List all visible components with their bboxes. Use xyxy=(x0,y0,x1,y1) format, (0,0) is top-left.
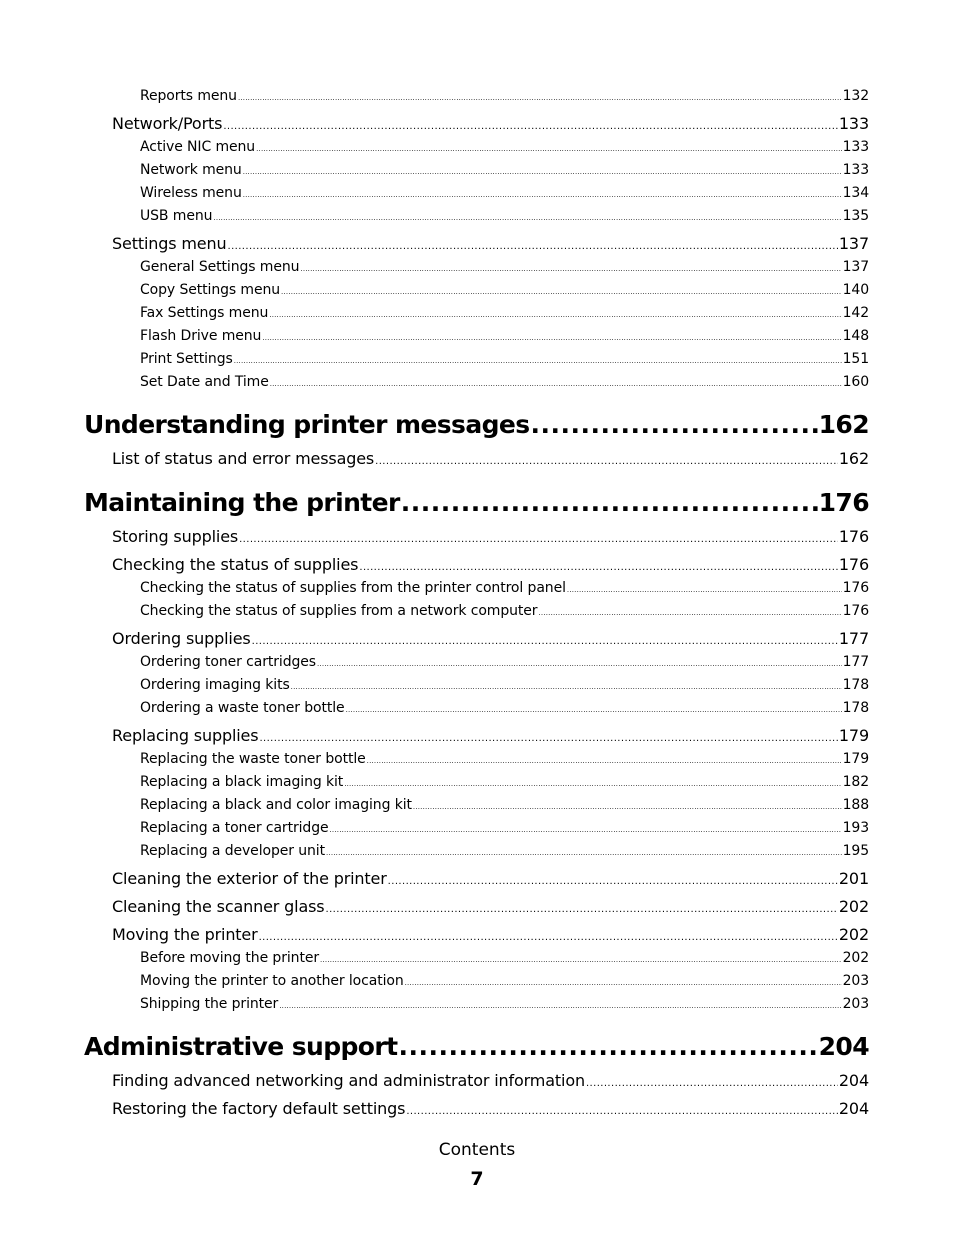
toc-entry-title: Moving the printer xyxy=(112,925,258,944)
dot-leader xyxy=(262,334,841,342)
dot-leader xyxy=(330,826,842,834)
toc-entry[interactable] xyxy=(112,629,869,648)
toc-entry[interactable] xyxy=(140,139,869,155)
toc-entry-page: 176 xyxy=(838,555,869,574)
dot-leader xyxy=(213,214,841,222)
toc-chapter-entry[interactable] xyxy=(84,488,869,517)
toc-entry[interactable] xyxy=(112,449,869,468)
toc-entry[interactable] xyxy=(140,580,869,596)
dot-leader xyxy=(256,145,841,153)
toc-entry-page: 137 xyxy=(842,259,869,275)
toc-entry-page: 140 xyxy=(842,282,869,298)
toc-entry-title: Administrative support xyxy=(84,1032,398,1061)
toc-entry-title: Reports menu xyxy=(140,88,237,104)
toc-entry-page: 135 xyxy=(842,208,869,224)
toc-entry[interactable] xyxy=(140,973,869,989)
toc-entry[interactable] xyxy=(140,950,869,966)
toc-entry-page: 151 xyxy=(842,351,869,367)
dot-leader xyxy=(252,636,838,647)
toc-entry-title: Ordering imaging kits xyxy=(140,677,290,693)
toc-entry-title: Replacing a toner cartridge xyxy=(140,820,329,836)
toc-entry-page: 162 xyxy=(818,410,869,439)
toc-entry-page: 203 xyxy=(842,996,869,1012)
toc-entry-page: 137 xyxy=(838,234,869,253)
toc-entry-page: 134 xyxy=(842,185,869,201)
dot-leader xyxy=(567,586,842,594)
toc-entry-title: Print Settings xyxy=(140,351,233,367)
toc-entry-page: 132 xyxy=(842,88,869,104)
dot-leader xyxy=(243,191,842,199)
dot-leader xyxy=(531,410,818,439)
toc-entry[interactable] xyxy=(140,259,869,275)
dot-leader xyxy=(279,1002,841,1010)
toc-chapter-entry[interactable] xyxy=(84,1032,869,1061)
toc-entry[interactable] xyxy=(112,897,869,916)
toc-entry-page: 188 xyxy=(842,797,869,813)
dot-leader xyxy=(234,357,842,365)
toc-entry[interactable] xyxy=(112,527,869,546)
toc-entry[interactable] xyxy=(140,774,869,790)
toc-entry[interactable] xyxy=(140,305,869,321)
toc-entry-page: 182 xyxy=(842,774,869,790)
toc-entry[interactable] xyxy=(112,726,869,745)
toc-entry-page: 148 xyxy=(842,328,869,344)
toc-entry-title: Ordering a waste toner bottle xyxy=(140,700,345,716)
toc-entry-page: 203 xyxy=(842,973,869,989)
toc-entry-title: USB menu xyxy=(140,208,213,224)
toc-entry-page: 177 xyxy=(838,629,869,648)
toc-entry-title: Moving the printer to another location xyxy=(140,973,404,989)
toc-entry-page: 179 xyxy=(842,751,869,767)
dot-leader xyxy=(405,979,842,987)
toc-entry[interactable] xyxy=(140,996,869,1012)
dot-leader xyxy=(269,311,841,319)
dot-leader xyxy=(270,380,842,388)
toc-entry-title: Network menu xyxy=(140,162,242,178)
toc-entry-page: 202 xyxy=(838,897,869,916)
toc-entry-title: Restoring the factory default settings xyxy=(112,1099,406,1118)
toc-entry-page: 133 xyxy=(842,139,869,155)
toc-entry-page: 176 xyxy=(818,488,869,517)
toc-entry-title: Settings menu xyxy=(112,234,227,253)
page-number: 7 xyxy=(470,1168,484,1190)
dot-leader xyxy=(586,1078,838,1089)
dot-leader xyxy=(223,121,838,132)
toc-entry-title: Set Date and Time xyxy=(140,374,269,390)
toc-entry-title: Replacing a black imaging kit xyxy=(140,774,344,790)
dot-leader xyxy=(367,757,842,765)
toc-entry-title: Copy Settings menu xyxy=(140,282,281,298)
toc-entry[interactable] xyxy=(140,654,869,670)
toc-entry-title: Ordering toner cartridges xyxy=(140,654,316,670)
dot-leader xyxy=(398,1032,817,1061)
dot-leader xyxy=(227,241,837,252)
toc-entry-title: Replacing the waste toner bottle xyxy=(140,751,366,767)
toc-entry-page: 176 xyxy=(842,580,869,596)
dot-leader xyxy=(238,94,842,102)
dot-leader xyxy=(346,706,842,714)
dot-leader xyxy=(375,456,838,467)
toc-entry-title: Wireless menu xyxy=(140,185,242,201)
toc-entry-page: 176 xyxy=(842,603,869,619)
toc-entry[interactable] xyxy=(140,351,869,367)
toc-entry[interactable] xyxy=(140,797,869,813)
toc-entry[interactable] xyxy=(140,700,869,716)
toc-entry[interactable] xyxy=(140,843,869,859)
toc-entry-page: 202 xyxy=(838,925,869,944)
toc-entry[interactable] xyxy=(140,328,869,344)
toc-entry[interactable] xyxy=(112,114,869,133)
dot-leader xyxy=(291,683,842,691)
dot-leader xyxy=(325,904,837,915)
toc-entry[interactable] xyxy=(112,234,869,253)
dot-leader xyxy=(326,849,842,857)
toc-entry-page: 179 xyxy=(838,726,869,745)
toc-entry[interactable] xyxy=(140,677,869,693)
footer-section-label: Contents xyxy=(438,1140,516,1160)
toc-entry-title: Replacing supplies xyxy=(112,726,259,745)
dot-leader xyxy=(243,168,842,176)
toc-entry-title: Network/Ports xyxy=(112,114,223,133)
toc-entry[interactable] xyxy=(112,555,869,574)
toc-entry[interactable] xyxy=(140,820,869,836)
toc-entry-page: 204 xyxy=(818,1032,869,1061)
dot-leader xyxy=(344,780,841,788)
toc-entry-page: 202 xyxy=(842,950,869,966)
toc-entry-title: Finding advanced networking and administrator information xyxy=(112,1071,585,1090)
dot-leader xyxy=(406,1106,838,1117)
dot-leader xyxy=(413,803,842,811)
toc-entry-title: Flash Drive menu xyxy=(140,328,262,344)
toc-entry-title: Checking the status of supplies from a network computer xyxy=(140,603,538,619)
toc-entry-page: 204 xyxy=(838,1071,869,1090)
toc-entry-page: 133 xyxy=(838,114,869,133)
dot-leader xyxy=(538,609,841,617)
toc-entry-title: Cleaning the exterior of the printer xyxy=(112,869,387,888)
dot-leader xyxy=(317,660,842,668)
toc-entry-title: Before moving the printer xyxy=(140,950,320,966)
toc-entry-page: 201 xyxy=(838,869,869,888)
toc-entry-title: Replacing a black and color imaging kit xyxy=(140,797,412,813)
toc-entry[interactable] xyxy=(140,282,869,298)
dot-leader xyxy=(259,733,837,744)
toc-entry[interactable] xyxy=(140,751,869,767)
toc-entry[interactable] xyxy=(140,374,869,390)
toc-entry-title: Checking the status of supplies from the printer control panel xyxy=(140,580,566,596)
toc-chapter-entry[interactable] xyxy=(84,410,869,439)
toc-entry-page: 162 xyxy=(838,449,869,468)
dot-leader xyxy=(320,956,842,964)
toc-entry[interactable] xyxy=(112,869,869,888)
toc-entry-title: Cleaning the scanner glass xyxy=(112,897,325,916)
dot-leader xyxy=(388,876,838,887)
toc-entry-page: 176 xyxy=(838,527,869,546)
dot-leader xyxy=(239,534,838,545)
dot-leader xyxy=(359,562,838,573)
toc-entry-page: 204 xyxy=(838,1099,869,1118)
toc-entry-title: Replacing a developer unit xyxy=(140,843,325,859)
toc-entry-page: 142 xyxy=(842,305,869,321)
dot-leader xyxy=(300,265,841,273)
toc-entry[interactable] xyxy=(140,162,869,178)
dot-leader xyxy=(281,288,842,296)
toc-entry-page: 177 xyxy=(842,654,869,670)
toc-entry-title: List of status and error messages xyxy=(112,449,375,468)
dot-leader xyxy=(401,488,818,517)
toc-entry-title: General Settings menu xyxy=(140,259,300,275)
toc-entry[interactable] xyxy=(112,925,869,944)
toc-entry-page: 178 xyxy=(842,700,869,716)
toc-entry-page: 195 xyxy=(842,843,869,859)
toc-entry-title: Storing supplies xyxy=(112,527,239,546)
toc-entry-title: Maintaining the printer xyxy=(84,488,400,517)
toc-entry-title: Ordering supplies xyxy=(112,629,251,648)
toc-entry-page: 160 xyxy=(842,374,869,390)
toc-entry-title: Fax Settings menu xyxy=(140,305,269,321)
dot-leader xyxy=(259,932,838,943)
toc-entry-title: Active NIC menu xyxy=(140,139,256,155)
toc-entry-title: Checking the status of supplies xyxy=(112,555,359,574)
toc-entry[interactable] xyxy=(140,185,869,201)
toc-entry[interactable] xyxy=(140,208,869,224)
toc-entry-page: 193 xyxy=(842,820,869,836)
toc-entry-title: Understanding printer messages xyxy=(84,410,530,439)
toc-entry-page: 178 xyxy=(842,677,869,693)
toc-entry[interactable] xyxy=(112,1071,869,1090)
toc-entry[interactable] xyxy=(112,1099,869,1118)
toc-entry-title: Shipping the printer xyxy=(140,996,279,1012)
toc-entry[interactable] xyxy=(140,603,869,619)
toc-entry[interactable] xyxy=(140,88,869,104)
toc-entry-page: 133 xyxy=(842,162,869,178)
